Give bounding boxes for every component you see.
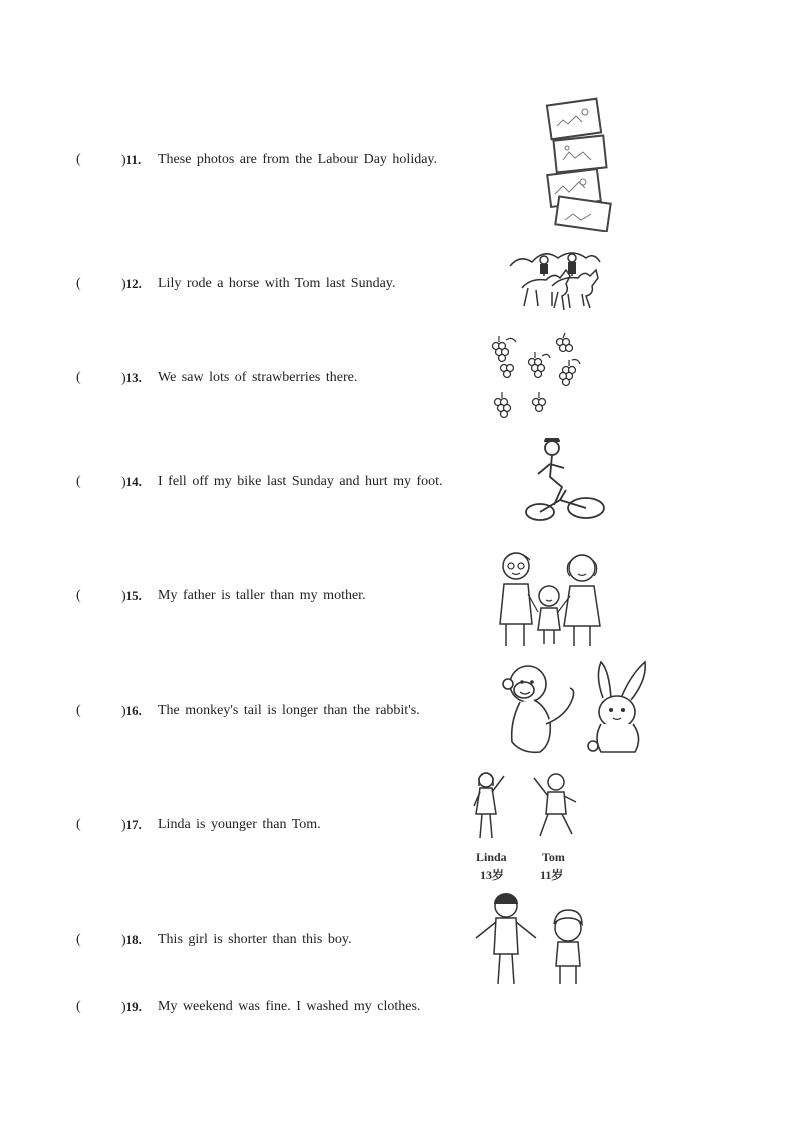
answer-paren-close: ): [121, 1000, 126, 1015]
answer-paren-open[interactable]: (: [76, 817, 81, 832]
question-sentence: My weekend was fine. I washed my clothes.: [158, 999, 421, 1014]
question-11: [0, 150, 794, 174]
answer-paren-close: ): [121, 277, 126, 292]
linda-age-label: 13岁: [480, 868, 505, 882]
answer-paren-close: ): [121, 371, 126, 386]
answer-paren-open[interactable]: (: [76, 588, 81, 603]
tom-name-label: Tom: [542, 850, 565, 864]
grapes-illustration: [486, 332, 586, 426]
answer-paren-open[interactable]: (: [76, 370, 81, 385]
question-sentence: These photos are from the Labour Day holiday.: [158, 152, 438, 167]
question-17: [0, 815, 794, 839]
question-number: [121, 368, 142, 389]
question-sentence: Linda is younger than Tom.: [158, 817, 321, 832]
question-number-value: 17.: [125, 817, 142, 832]
question-number-value: 13.: [125, 370, 142, 385]
family-illustration: [496, 544, 608, 648]
question-sentence: My father is taller than my mother.: [158, 588, 366, 603]
horse-riding-illustration: [506, 246, 604, 312]
answer-paren-open[interactable]: (: [76, 703, 81, 718]
question-number-value: 18.: [125, 932, 142, 947]
answer-paren-close: ): [121, 475, 126, 490]
answer-paren-close: ): [121, 153, 126, 168]
answer-paren-close: ): [121, 933, 126, 948]
question-number: [121, 586, 142, 607]
tom-figure: [530, 770, 586, 846]
question-number: [121, 815, 142, 836]
question-number: [121, 150, 141, 171]
tom-age-label: 11岁: [540, 868, 564, 882]
question-16: [0, 701, 794, 725]
question-number: [121, 472, 142, 493]
rabbit-illustration: [585, 658, 647, 758]
answer-paren-close: ): [121, 589, 126, 604]
answer-paren-open[interactable]: (: [76, 276, 81, 291]
linda-name-label: Linda: [476, 850, 507, 864]
question-number-value: 19.: [125, 999, 142, 1014]
answer-paren-open[interactable]: (: [76, 932, 81, 947]
question-12: [0, 274, 794, 298]
girl-and-boy-illustration: [472, 892, 600, 988]
fallen-cyclist-illustration: [522, 438, 608, 524]
question-number: [121, 274, 142, 295]
question-19: [0, 997, 794, 1021]
answer-paren-open[interactable]: (: [76, 474, 81, 489]
question-15: [0, 586, 794, 610]
question-number: [121, 701, 142, 722]
answer-paren-close: ): [121, 818, 126, 833]
monkey-illustration: [500, 658, 580, 758]
question-number-value: 11.: [125, 152, 142, 167]
question-sentence: We saw lots of strawberries there.: [158, 370, 358, 385]
question-number-value: 16.: [125, 703, 142, 718]
question-number: [121, 997, 142, 1018]
question-18: [0, 930, 794, 954]
question-sentence: Lily rode a horse with Tom last Sunday.: [158, 276, 396, 291]
question-13: [0, 368, 794, 392]
holiday-photos-illustration: [543, 96, 615, 232]
question-sentence: This girl is shorter than this boy.: [158, 932, 352, 947]
answer-paren-open[interactable]: (: [76, 152, 81, 167]
answer-paren-open[interactable]: (: [76, 999, 81, 1014]
question-sentence: I fell off my bike last Sunday and hurt my foot.: [158, 474, 443, 489]
linda-figure: [470, 768, 510, 848]
answer-paren-close: ): [121, 704, 126, 719]
question-sentence: The monkey's tail is longer than the rabbit's.: [158, 703, 420, 718]
question-number-value: 15.: [125, 588, 142, 603]
question-number-value: 14.: [125, 474, 142, 489]
question-14: [0, 472, 794, 496]
question-number-value: 12.: [125, 276, 142, 291]
question-number: [121, 930, 142, 951]
